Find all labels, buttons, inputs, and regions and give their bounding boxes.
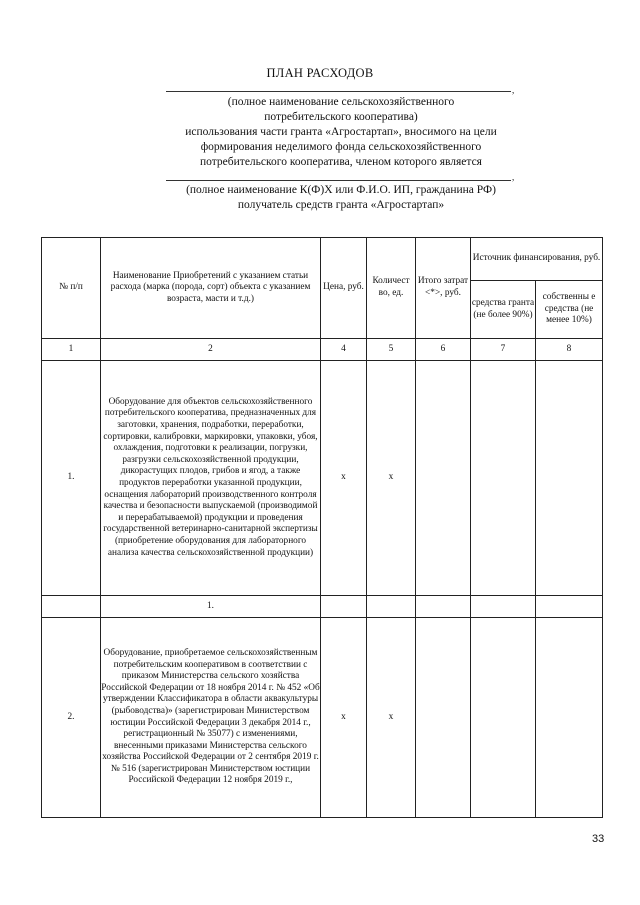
header-own-funds: собственны е средства (не менее 10%) [536, 281, 603, 339]
header-name: Наименование Приобретений с указанием статьи расхода (марка (порода, сорт) объекта с указанием возраста, масти и т.д.) [101, 238, 321, 339]
row-number: 1. [42, 361, 101, 596]
subrow-own [536, 596, 603, 618]
comma-mark: , [512, 85, 515, 95]
header-number: № п/п [42, 238, 101, 339]
row-total [416, 361, 471, 596]
table-subrow [42, 596, 603, 618]
caption-line: использования части гранта «Агростартап», вносимого на цели [185, 126, 497, 138]
comma-mark: , [512, 172, 515, 182]
caption-line: (полное наименование сельскохозяйственного [227, 96, 455, 108]
row-quantity: х [367, 618, 416, 818]
recipient-name-line [166, 180, 511, 181]
column-number: 5 [367, 339, 416, 361]
page-title: ПЛАН РАСХОДОВ [266, 66, 374, 80]
row-price: х [321, 361, 367, 596]
column-number: 7 [471, 339, 536, 361]
subrow-number [42, 596, 101, 618]
caption-line: формирования неделимого фонда сельскохозяйственного [200, 141, 482, 153]
row-quantity: х [367, 361, 416, 596]
expense-plan-table [41, 237, 603, 818]
row-total [416, 618, 471, 818]
row-price: х [321, 618, 367, 818]
column-number-row [42, 339, 603, 361]
caption-block-2 [100, 183, 582, 213]
row-name: Оборудование для объектов сельскохозяйственного потребительского кооператива, предназначенных для заготовки, хранения, подработки, переработки, сортировки, калибровки, маркировки, упаковки, убоя, охлаждения, подготовки к реализации, погрузки, разгрузки сельскохозяйственной продукции, дикорастущих плодов, грибов и ягод, а также продуктов переработки указанной продукции, оснащения лабораторий производственного контроля качества и безопасности выпускаемой (производимой и перерабатываемой) продукции и проведения государственной ветеринарно-санитарной экспертизы (приобретение оборудования для лабораторного анализа качества сельскохозяйственной продукции) [101, 361, 321, 596]
header-source: Источник финансирования, руб. [471, 238, 603, 281]
row-number: 2. [42, 618, 101, 818]
row-grant [471, 361, 536, 596]
subrow-grant [471, 596, 536, 618]
table-row [42, 361, 603, 596]
row-own [536, 361, 603, 596]
column-number: 2 [101, 339, 321, 361]
column-number: 6 [416, 339, 471, 361]
column-number: 1 [42, 339, 101, 361]
caption-line: получатель средств гранта «Агростартап» [237, 199, 445, 211]
subrow-name: 1. [101, 596, 321, 618]
caption-line: (полное наименование К(Ф)Х или Ф.И.О. ИП, гражданина РФ) [186, 184, 496, 196]
caption-block [100, 95, 582, 170]
cooperative-name-line [166, 91, 511, 92]
header-grant-funds: средства гранта (не более 90%) [471, 281, 536, 339]
subrow-total [416, 596, 471, 618]
subrow-price [321, 596, 367, 618]
caption-line: потребительского кооператива) [264, 111, 418, 123]
header-total: Итого затрат <*>, руб. [416, 238, 471, 339]
row-own [536, 618, 603, 818]
caption-line: потребительского кооператива, членом которого является [200, 156, 482, 168]
row-grant [471, 618, 536, 818]
table-row [42, 618, 603, 818]
header-price: Цена, руб. [321, 238, 367, 339]
column-number: 4 [321, 339, 367, 361]
row-name: Оборудование, приобретаемое сельскохозяйственным потребительским кооперативом в соответствии с приказом Министерства сельского хозяйства Российской Федерации от 18 ноября 2014 г. № 452 «Об утверждении Классификатора в области аквакультуры (рыбоводства)» (зарегистрирован Министерством юстиции Российской Федерации 3 декабря 2014 г., регистрационный № 35077) с изменениями, внесенными приказами Министерства сельского хозяйства Российской Федерации от 2 сентября 2019 г. № 516 (зарегистрирован Министерством юстиции Российской Федерации 12 ноября 2019 г., [101, 618, 321, 818]
subrow-quantity [367, 596, 416, 618]
header-quantity: Количест во, ед. [367, 238, 416, 339]
column-number: 8 [536, 339, 603, 361]
page-number: 33 [592, 833, 605, 845]
